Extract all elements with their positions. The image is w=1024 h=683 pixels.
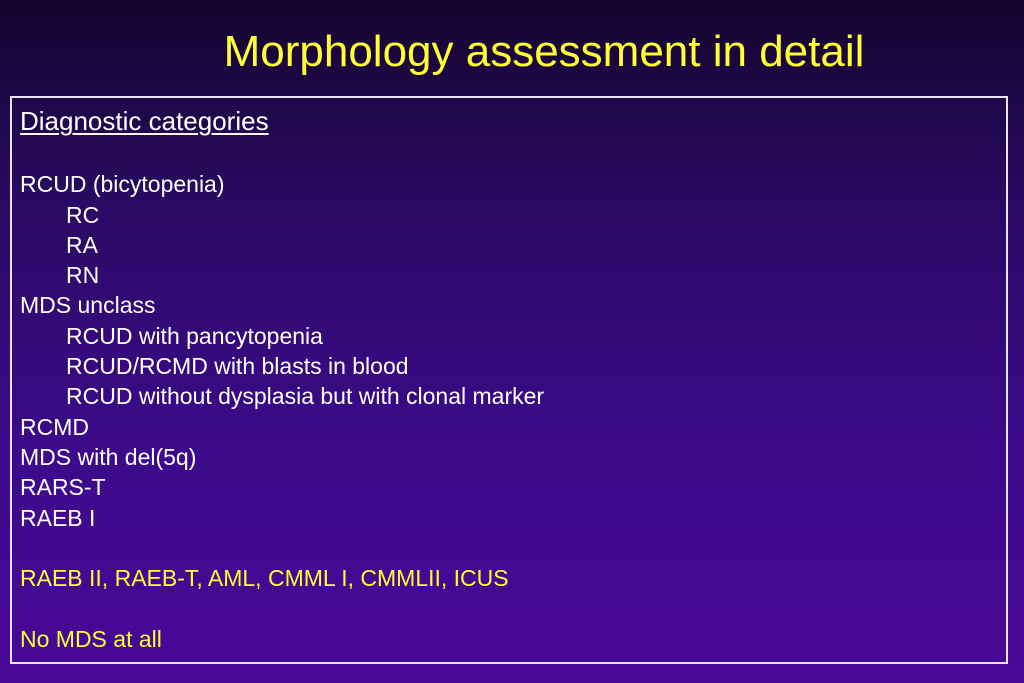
category-rars-t: RARS-T [20, 474, 106, 501]
highlight-no-mds: No MDS at all [20, 625, 162, 652]
content-body [20, 103, 544, 654]
spacer [20, 139, 544, 169]
spacer [20, 533, 544, 563]
subcategory-rc: RC [66, 201, 100, 228]
section-heading: Diagnostic categories [20, 106, 269, 136]
category-mds-del5q: MDS with del(5q) [20, 443, 197, 470]
subcategory-ra: RA [66, 231, 98, 258]
subcategory-rcud-clonal-marker: RCUD without dysplasia but with clonal marker [66, 383, 545, 410]
category-rcud: RCUD (bicytopenia) [20, 171, 225, 198]
subcategory-rcud-pancytopenia: RCUD with pancytopenia [66, 322, 323, 349]
slide-title: Morphology assessment in detail [223, 27, 865, 76]
subcategory-rcud-rcmd-blasts: RCUD/RCMD with blasts in blood [66, 353, 409, 380]
category-mds-unclass: MDS unclass [20, 292, 156, 319]
subcategory-rn: RN [66, 262, 100, 289]
category-raeb-i: RAEB I [20, 504, 96, 531]
category-rcmd: RCMD [20, 413, 89, 440]
highlight-other-categories: RAEB II, RAEB-T, AML, CMML I, CMMLII, ICUS [20, 565, 509, 592]
spacer [20, 593, 544, 623]
